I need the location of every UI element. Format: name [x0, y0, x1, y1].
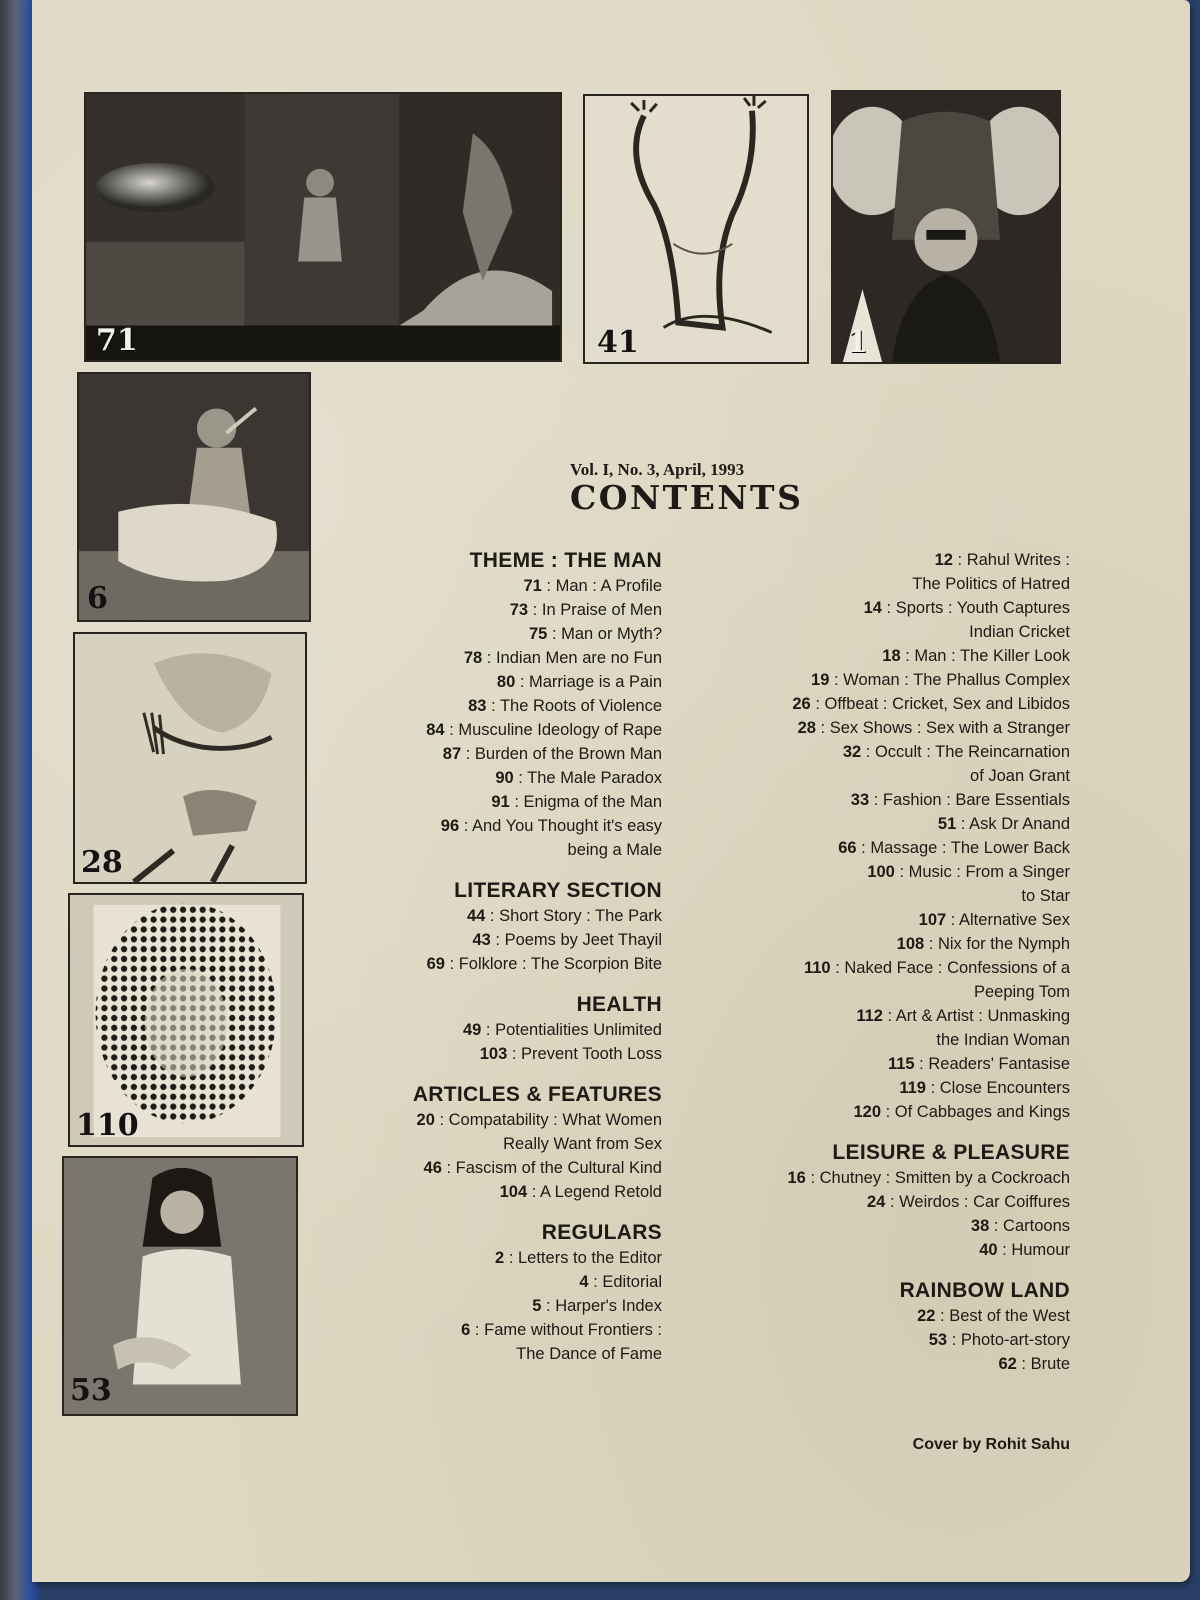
photo-page-number: 110 [76, 1108, 139, 1143]
contents-entry[interactable]: 69 : Folklore : The Scorpion Bite [426, 955, 662, 973]
contents-entry[interactable]: 108 : Nix for the Nymph [896, 935, 1070, 953]
contents-entry[interactable]: 78 : Indian Men are no Fun [463, 649, 662, 667]
contents-entry[interactable]: 90 : The Male Paradox [495, 769, 662, 787]
contents-entry[interactable]: 100 : Music : From a Singer [867, 863, 1070, 881]
contents-entry[interactable]: 16 : Chutney : Smitten by a Cockroach [787, 1169, 1070, 1187]
photo-page-number: 71 [96, 323, 138, 358]
contents-entry-continuation: the Indian Woman [936, 1031, 1070, 1049]
contents-entry[interactable]: 44 : Short Story : The Park [466, 907, 662, 925]
contents-entry[interactable]: 43 : Poems by Jeet Thayil [472, 931, 662, 949]
contents-entry-continuation: of Joan Grant [970, 767, 1070, 785]
contents-entry[interactable]: 83 : The Roots of Violence [468, 697, 662, 715]
contents-entry[interactable]: 53 : Photo-art-story [928, 1331, 1070, 1349]
contents-entry[interactable]: 73 : In Praise of Men [509, 601, 662, 619]
contents-entry[interactable]: 112 : Art & Artist : Unmasking [856, 1007, 1070, 1025]
page-title: CONTENTS [570, 478, 804, 517]
contents-left-column [362, 548, 662, 1366]
contents-entry[interactable]: 28 : Sex Shows : Sex with a Stranger [797, 719, 1070, 737]
photo-page-number: 28 [81, 845, 123, 880]
contents-entry-continuation: The Politics of Hatred [912, 575, 1070, 593]
photo-page-number: 1 [847, 325, 868, 360]
photo-page-1 [831, 90, 1061, 364]
contents-entry[interactable]: 87 : Burden of the Brown Man [442, 745, 662, 763]
contents-entry[interactable]: 84 : Musculine Ideology of Rape [426, 721, 662, 739]
contents-entry[interactable]: 119 : Close Encounters [899, 1079, 1070, 1097]
contents-entry[interactable]: 18 : Man : The Killer Look [882, 647, 1070, 665]
contents-entry[interactable]: 26 : Offbeat : Cricket, Sex and Libidos [792, 695, 1070, 713]
photo-page-53 [62, 1156, 298, 1416]
contents-entry[interactable]: 62 : Brute [998, 1355, 1070, 1373]
contents-page [32, 0, 1190, 1582]
contents-entry[interactable]: 5 : Harper's Index [532, 1297, 662, 1315]
contents-entry[interactable]: 40 : Humour [979, 1241, 1070, 1259]
contents-entry[interactable]: 104 : A Legend Retold [499, 1183, 662, 1201]
contents-entry[interactable]: 6 : Fame without Frontiers : [461, 1321, 662, 1339]
section-heading: LITERARY SECTION [454, 879, 662, 902]
contents-entry-continuation: to Star [1021, 887, 1070, 905]
photo-page-number: 6 [87, 581, 108, 616]
photo-page-number: 41 [597, 325, 639, 360]
photo-page-28 [73, 632, 307, 884]
contents-entry[interactable]: 71 : Man : A Profile [523, 577, 662, 595]
contents-entry[interactable]: 2 : Letters to the Editor [495, 1249, 662, 1267]
issue-line: Vol. I, No. 3, April, 1993 [570, 460, 745, 479]
contents-entry[interactable]: 115 : Readers' Fantasise [887, 1055, 1070, 1073]
contents-entry[interactable]: 103 : Prevent Tooth Loss [479, 1045, 662, 1063]
contents-entry[interactable]: 91 : Enigma of the Man [491, 793, 662, 811]
section-heading: RAINBOW LAND [899, 1279, 1070, 1302]
contents-entry[interactable]: 110 : Naked Face : Confessions of a [803, 959, 1070, 977]
contents-entry[interactable]: 19 : Woman : The Phallus Complex [811, 671, 1070, 689]
contents-entry[interactable]: 12 : Rahul Writes : [934, 551, 1070, 569]
contents-entry[interactable]: 20 : Compatability : What Women [416, 1111, 662, 1129]
contents-entry[interactable]: 49 : Potentialities Unlimited [462, 1021, 662, 1039]
contents-entry[interactable]: 107 : Alternative Sex [918, 911, 1070, 929]
contents-entry[interactable]: 120 : Of Cabbages and Kings [853, 1103, 1070, 1121]
photo-1-image [833, 92, 1059, 362]
contents-entry-continuation: The Dance of Fame [516, 1345, 662, 1363]
section-heading: LEISURE & PLEASURE [832, 1141, 1070, 1164]
contents-entry-continuation: Indian Cricket [969, 623, 1070, 641]
contents-entry-continuation: Peeping Tom [973, 983, 1070, 1001]
cover-credit: Cover by Rohit Sahu [912, 1436, 1070, 1453]
photo-41-image [585, 96, 807, 362]
contents-entry[interactable]: 46 : Fascism of the Cultural Kind [423, 1159, 662, 1177]
contents-entry[interactable]: 66 : Massage : The Lower Back [838, 839, 1070, 857]
contents-entry[interactable]: 80 : Marriage is a Pain [496, 673, 662, 691]
contents-entry[interactable]: 38 : Cartoons [970, 1217, 1070, 1235]
photo-page-41 [583, 94, 809, 364]
section-heading: ARTICLES & FEATURES [412, 1083, 662, 1106]
photo-page-71 [84, 92, 562, 362]
contents-entry[interactable]: 22 : Best of the West [917, 1307, 1070, 1325]
contents-entry[interactable]: 33 : Fashion : Bare Essentials [850, 791, 1070, 809]
photo-page-110 [68, 893, 304, 1147]
section-heading: THEME : THE MAN [469, 549, 662, 572]
photo-71-image [86, 94, 560, 360]
section-heading: REGULARS [541, 1221, 662, 1244]
contents-entry[interactable]: 51 : Ask Dr Anand [937, 815, 1070, 833]
contents-entry-continuation: being a Male [567, 841, 662, 859]
contents-right-column [692, 548, 1070, 1376]
section-heading: HEALTH [576, 993, 662, 1016]
contents-entry[interactable]: 4 : Editorial [579, 1273, 662, 1291]
contents-entry[interactable]: 24 : Weirdos : Car Coiffures [867, 1193, 1070, 1211]
photo-6-image [79, 374, 309, 620]
contents-entry[interactable]: 75 : Man or Myth? [529, 625, 662, 643]
contents-entry[interactable]: 32 : Occult : The Reincarnation [842, 743, 1070, 761]
contents-entry-continuation: Really Want from Sex [503, 1135, 662, 1153]
photo-page-6 [77, 372, 311, 622]
contents-entry[interactable]: 96 : And You Thought it's easy [440, 817, 662, 835]
photo-page-number: 53 [70, 1373, 112, 1408]
contents-entry[interactable]: 14 : Sports : Youth Captures [863, 599, 1070, 617]
